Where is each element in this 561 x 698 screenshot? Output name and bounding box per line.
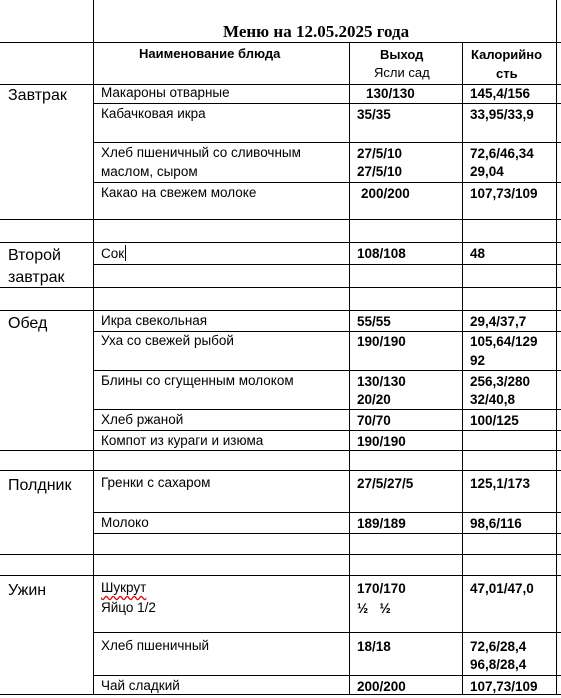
column-header-output: Выход xyxy=(380,47,424,62)
grid-line xyxy=(93,533,561,534)
grid-line xyxy=(0,287,561,288)
dish-calories: 72,6/46,34 xyxy=(470,146,534,161)
dish-name: Блины со сгущенным молоком xyxy=(101,373,294,388)
dish-calories: 48 xyxy=(470,246,486,261)
meal-label-breakfast: Завтрак xyxy=(8,87,67,104)
dish-calories-cont: 96,8/28,4 xyxy=(470,657,527,672)
meal-label-second-breakfast-cont: завтрак xyxy=(8,269,65,286)
dish-calories-cont: 92 xyxy=(470,353,486,368)
dish-name: Чай сладкий xyxy=(101,678,180,693)
grid-line xyxy=(93,264,561,265)
dish-output: 190/190 xyxy=(357,434,406,449)
dish-name-cont: Яйцо 1/2 xyxy=(101,600,156,615)
dish-output-cont: 27/5/10 xyxy=(357,164,403,179)
dish-output: 200/200 xyxy=(357,679,406,694)
dish-output: 18/18 xyxy=(357,639,391,654)
grid-line xyxy=(93,103,561,104)
dish-name: Шукрут xyxy=(101,580,147,595)
grid-line xyxy=(93,632,561,633)
grid-line xyxy=(349,42,350,695)
grid-line xyxy=(93,512,561,513)
dish-calories-cont: 29,04 xyxy=(470,164,504,179)
grid-line xyxy=(93,0,94,695)
dish-calories: 107,73/109 xyxy=(470,186,538,201)
dish-calories: 105,64/129 xyxy=(470,334,538,349)
dish-output: 70/70 xyxy=(357,413,391,428)
dish-output: 130/130 xyxy=(357,374,406,389)
dish-name: Макароны отварные xyxy=(101,85,230,100)
dish-name: Компот из кураги и изюма xyxy=(101,433,264,448)
dish-calories: 145,4/156 xyxy=(470,86,531,101)
meal-label-second-breakfast: Второй xyxy=(8,247,61,264)
grid-line xyxy=(93,182,561,183)
grid-line xyxy=(0,450,561,451)
grid-line xyxy=(0,554,561,555)
dish-output: 35/35 xyxy=(357,107,391,122)
dish-calories: 256,3/280 xyxy=(470,374,531,389)
column-header-calories-cont: сть xyxy=(496,66,518,81)
dish-name: Хлеб пшеничный со сливочным xyxy=(101,145,301,160)
dish-output: 189/189 xyxy=(357,516,406,531)
grid-line xyxy=(556,0,557,695)
dish-output: 170/170 xyxy=(357,581,406,596)
dish-name: Молоко xyxy=(101,515,149,530)
dish-calories: 125,1/173 xyxy=(470,476,531,491)
grid-line xyxy=(0,219,561,220)
dish-name: Икра свекольная xyxy=(101,313,208,328)
dish-output-cont: ½ ½ xyxy=(357,601,391,616)
dish-calories-cont: 32/40,8 xyxy=(470,392,516,407)
dish-calories: 33,95/33,9 xyxy=(470,107,534,122)
dish-output: 108/108 xyxy=(357,246,406,261)
dish-name: Какао на свежем молоке xyxy=(101,185,257,200)
grid-line xyxy=(0,470,561,471)
dish-name: Хлеб пшеничный xyxy=(101,638,210,653)
dish-calories: 107,73/109 xyxy=(470,679,538,694)
dish-output: 55/55 xyxy=(357,314,391,329)
dish-calories: 72,6/28,4 xyxy=(470,639,527,654)
dish-name: Гренки с сахаром xyxy=(101,475,211,490)
dish-name: Хлеб ржаной xyxy=(101,412,184,427)
grid-line xyxy=(0,310,561,311)
meal-label-snack: Полдник xyxy=(8,477,72,494)
column-header-dish: Наименование блюда xyxy=(139,46,281,61)
text-cursor xyxy=(125,245,126,261)
grid-line xyxy=(93,430,561,431)
dish-calories: 98,6/116 xyxy=(470,516,522,531)
grid-line xyxy=(93,370,561,371)
dish-name: Уха со свежей рыбой xyxy=(101,333,234,348)
grid-line xyxy=(93,675,561,676)
grid-line xyxy=(93,142,561,143)
grid-line xyxy=(93,409,561,410)
dish-output: 27/5/10 xyxy=(357,146,403,161)
dish-calories: 47,01/47,0 xyxy=(470,581,534,596)
page-title: Меню на 12.05.2025 года xyxy=(223,22,410,41)
dish-output: 200/200 xyxy=(361,186,410,201)
dish-name: Кабачковая икра xyxy=(101,106,206,121)
meal-label-dinner: Ужин xyxy=(8,582,47,599)
column-header-calories: Калорийно xyxy=(471,47,543,62)
grid-line xyxy=(0,575,561,576)
dish-name-cont: маслом, сыром xyxy=(101,164,198,179)
dish-output-cont: 20/20 xyxy=(357,392,391,407)
dish-name: Сок xyxy=(101,246,125,261)
column-header-output-sub: Ясли сад xyxy=(374,65,430,80)
dish-output: 190/190 xyxy=(357,334,406,349)
grid-line xyxy=(462,42,463,695)
dish-output: 130/130 xyxy=(366,86,415,101)
grid-line xyxy=(93,331,561,332)
dish-output: 27/5/27/5 xyxy=(357,476,414,491)
meal-label-lunch: Обед xyxy=(8,315,48,332)
dish-calories: 100/125 xyxy=(470,413,519,428)
dish-calories: 29,4/37,7 xyxy=(470,314,527,329)
grid-line xyxy=(0,84,561,85)
grid-line xyxy=(0,242,561,243)
